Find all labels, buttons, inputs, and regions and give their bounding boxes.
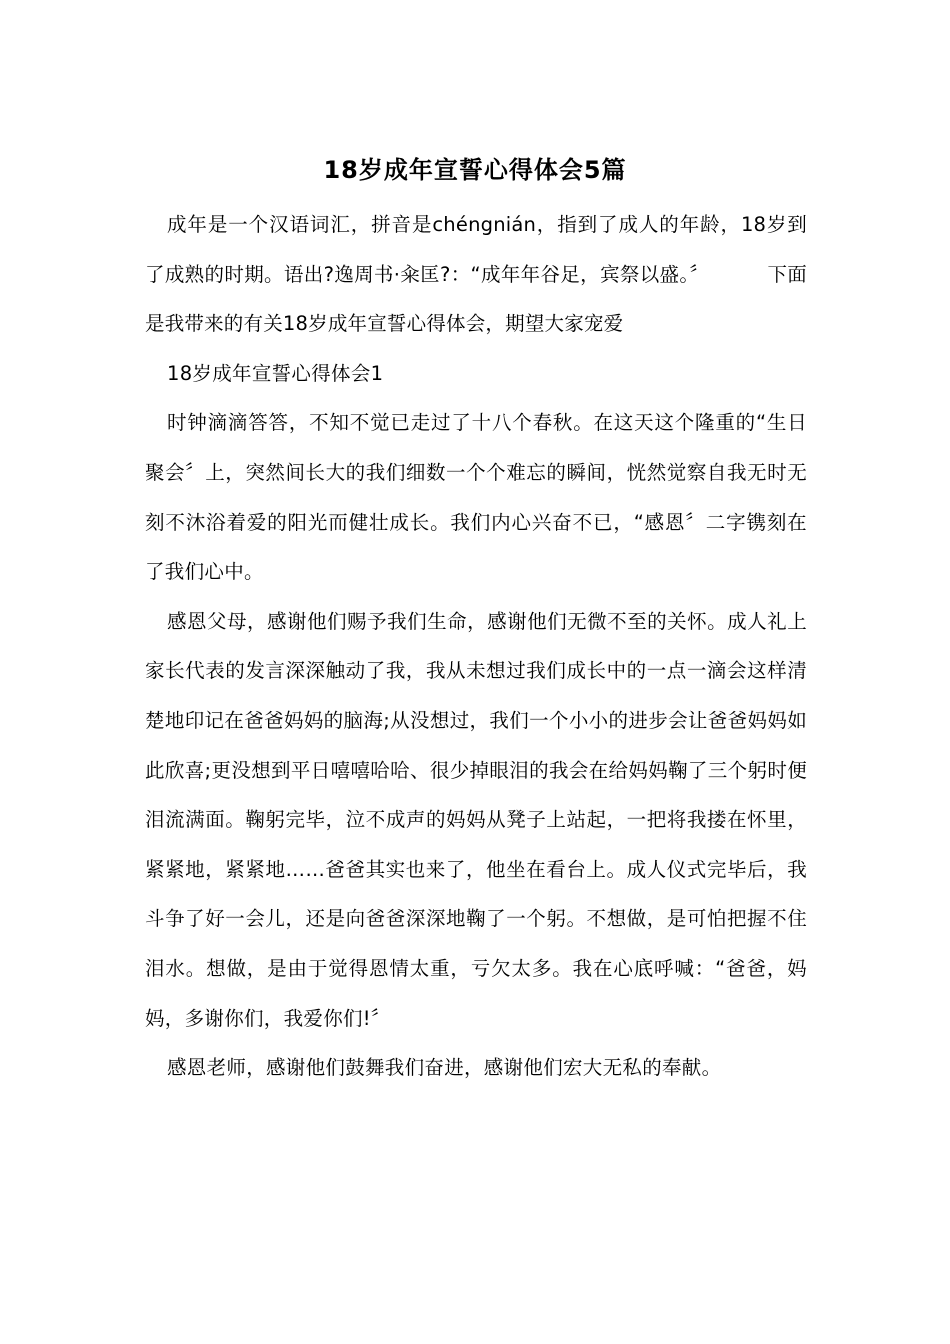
body-paragraph-2: 感恩父母，感谢他们赐予我们生命，感谢他们无微不至的关怀。成人礼上家长代表的发言深深触动了我，我从未想过我们成长中的一点一滴会这样清楚地印记在爸爸妈妈的脑海;从没想过，我们一个小小的进步会让爸爸妈妈如此欣喜;更没想到平日嘻嘻哈哈、很少掉眼泪的我会在给妈妈鞠了三个躬时便泪流满面。鞠躬完毕，泣不成声的妈妈从凳子上站起，一把将我搂在怀里，紧紧地，紧紧地……爸爸其实也来了，他坐在看台上。成人仪式完毕后，我斗争了好一会儿，还是向爸爸深深地鞠了一个躬。不想做，是可怕把握不住泪水。想做，是由于觉得恩情太重，亏欠太多。我在心底呼喊：“爸爸，妈妈，多谢你们，我爱你们!〞: [145, 609, 807, 1030]
section-heading: 18岁成年宣誓心得体会1: [167, 361, 384, 385]
document-body: [145, 200, 807, 1093]
intro-text-part1: 成年是一个汉语词汇，拼音是chéngnián，指到了成人的年龄，18岁到了成熟的时期。语出?逸周书·籴匡?：“成年年谷足，宾祭以盛。〞: [145, 213, 807, 286]
intro-text-part2: 下面是我带来的有关18岁成年宣誓心得体会，期望大家宠爱: [145, 262, 807, 336]
body-paragraph-3: 感恩老师，感谢他们鼓舞我们奋进，感谢他们宏大无私的奉献。: [167, 1056, 722, 1080]
intro-paragraph: [145, 200, 807, 349]
document-title: 18岁成年宣誓心得体会5篇: [323, 156, 627, 184]
body-paragraph-1: 时钟滴滴答答，不知不觉已走过了十八个春秋。在这天这个隆重的“生日聚会〞上，突然间长大的我们细数一个个难忘的瞬间，恍然觉察自我无时无刻不沐浴着爱的阳光而健壮成长。我们内心兴奋不已，“感恩〞二字镌刻在了我们心中。: [145, 411, 807, 584]
